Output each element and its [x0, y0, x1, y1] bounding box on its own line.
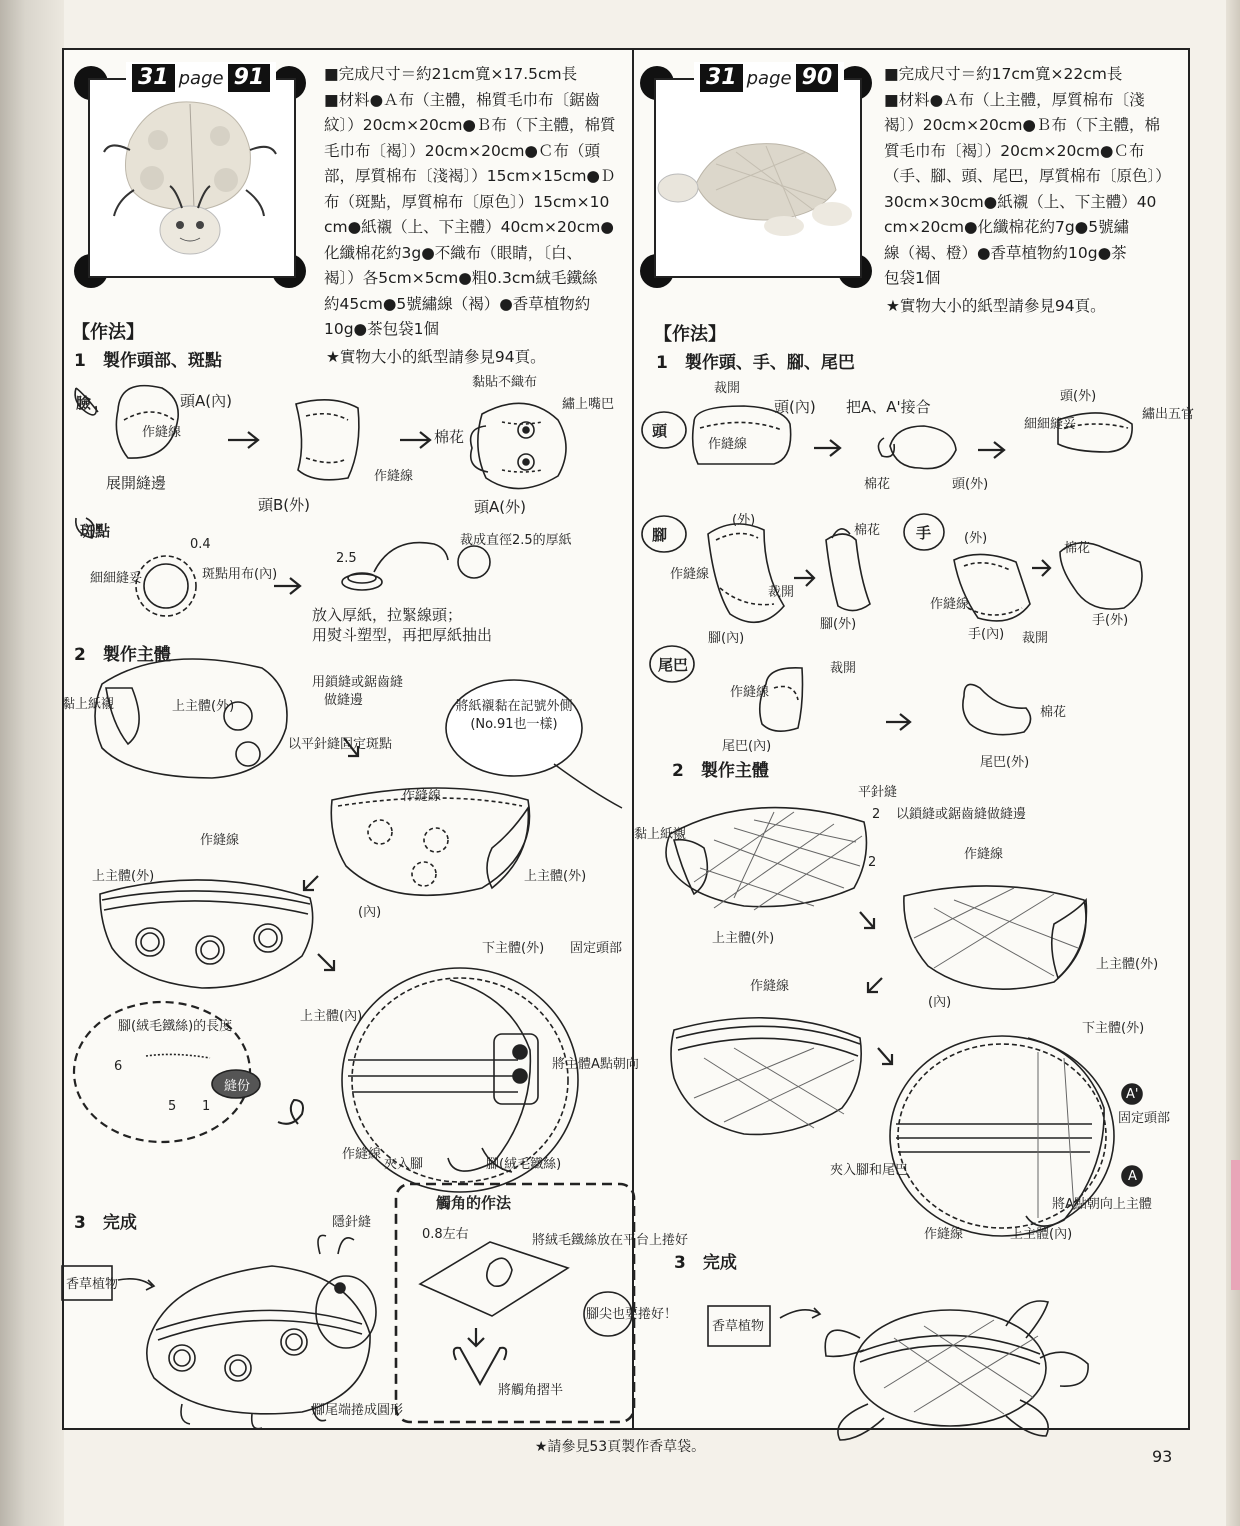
diagram-label: 上主體(外) — [172, 699, 235, 714]
diagram-label: 將A點朝向上主體 — [1052, 1197, 1152, 1212]
step-3-title: 3 完成 — [74, 1213, 137, 1233]
diagram-label: (內) — [928, 995, 952, 1010]
diagram-label: 裁開 — [830, 661, 857, 676]
diagram-label: 黏上紙襯 — [62, 697, 115, 712]
diagram-label: 腳(絨毛鐵絲)的長度 — [118, 1019, 233, 1034]
diagram-label: 作縫線 — [964, 847, 1004, 862]
diagram-label: 以平針縫固定斑點 — [288, 737, 393, 752]
diagram-label: 用熨斗塑型，再把厚紙抽出 — [312, 626, 493, 644]
diagram-label: 下主體(外) — [482, 941, 545, 956]
diagram-label: 5 — [168, 1099, 177, 1114]
diagram-label: 作縫線 — [374, 469, 414, 484]
spec-line: 毛巾布〔褐〕）20cm×20cm●Ｃ布（頭 — [324, 141, 600, 160]
head-tag: 頭 — [652, 422, 668, 440]
diagram-label: 作縫線 — [750, 979, 790, 994]
diagram-label: 腳(外) — [820, 617, 857, 632]
speech-bubble — [446, 680, 622, 808]
diagram-label: 頭A(內) — [180, 392, 232, 410]
diagram-label: 裁開 — [714, 381, 741, 396]
diagram-label: 1 — [202, 1099, 211, 1114]
diagram-label: 以鎖縫或鋸齒縫做縫邊 — [896, 807, 1027, 822]
diagram-label: 夾入腳 — [384, 1157, 424, 1172]
diagram-label: 夾入腳和尾巴 — [830, 1163, 909, 1178]
antenna-box-title: 觸角的作法 — [436, 1194, 512, 1212]
diagram-label: 放入厚紙，拉緊線頭； — [312, 606, 463, 624]
page-edge — [1226, 0, 1240, 1526]
diagram-label: 棉花 — [864, 477, 891, 492]
spec-line: ■材料●Ａ布（主體，棉質毛巾布〔鋸齒 — [324, 90, 601, 109]
step-3-title: 3 完成 — [674, 1253, 737, 1273]
turtle-instructions — [634, 48, 1195, 1426]
page-number: 93 — [1152, 1447, 1173, 1466]
diagram-label: 作縫線 — [670, 567, 710, 582]
footer-note: ★請參見53頁製作香草袋。 — [534, 1439, 706, 1455]
diagram-label: (外) — [732, 513, 756, 528]
diagram-label: 頭(內) — [774, 398, 816, 416]
diagram-label: 手(外) — [1092, 613, 1129, 628]
diagram-label: 上主體(外) — [712, 931, 775, 946]
diagram-label: A' — [1126, 1087, 1139, 1102]
spec-line: ■完成尺寸＝約21cm寬×17.5cm長 — [324, 65, 578, 83]
diagram-label: 將主體A點朝向 — [552, 1057, 639, 1072]
leg-tag: 腳 — [652, 526, 668, 544]
spec-line: ■材料●Ａ布（上主體，厚質棉布〔淺 — [884, 90, 1145, 109]
diagram-label: 作縫線 — [342, 1147, 382, 1162]
diagram-label: 棉花 — [854, 523, 881, 538]
diagram-label: 裁成直徑2.5的厚紙 — [460, 533, 572, 548]
pattern-note: ★實物大小的紙型請參見94頁。 — [886, 296, 1106, 315]
diagram-label: 細細縫妥 — [90, 571, 143, 586]
spec-line: 質毛巾布〔褐〕）20cm×20cm●Ｃ布 — [884, 141, 1145, 160]
diagram-label: 6 — [114, 1059, 123, 1074]
diagram-label: 縫份 — [224, 1079, 251, 1094]
diagram-label: 裁開 — [1022, 631, 1049, 646]
badge-number: 90 — [796, 64, 839, 92]
method-heading: 【作法】 — [72, 322, 144, 343]
pattern-note: ★實物大小的紙型請參見94頁。 — [326, 347, 546, 366]
diagram-label: 斑點用布(內) — [202, 567, 278, 582]
spec-line: cm×20cm●化纖棉花約7g●5號繡 — [884, 218, 1130, 236]
diagram-label: 0.8左右 — [422, 1227, 469, 1242]
spec-line: cm●紙襯（上、下主體）40cm×20cm● — [324, 218, 614, 236]
diagram-label: 尾巴(內) — [722, 739, 772, 754]
badge-number: 31 — [700, 64, 743, 92]
method-heading: 【作法】 — [654, 324, 726, 345]
diagram-label: 上主體(外) — [1096, 957, 1159, 972]
diagram-label: 上主體(外) — [524, 869, 587, 884]
diagram-label: 固定頭部 — [1118, 1111, 1171, 1126]
spec-line: 部，厚質棉布〔淺褐〕）15cm×15cm●Ｄ — [324, 167, 616, 185]
diagram-label: 棉花 — [1064, 541, 1091, 556]
diagram-label: 將絨毛鐵絲放在平台上捲好 — [532, 1233, 689, 1248]
diagram-label: (外) — [964, 531, 988, 546]
diagram-label: 作縫線 — [142, 425, 182, 440]
diagram-label: 作縫線 — [924, 1227, 964, 1242]
diagram-label: 作縫線 — [402, 789, 442, 804]
tail-tag: 尾巴 — [658, 656, 689, 674]
diagram-label: 香草植物 — [712, 1319, 765, 1334]
diagram-label: 腳(絨毛鐵絲) — [486, 1157, 562, 1172]
turtle-diagrams — [634, 48, 1195, 1426]
diagram-label: 作縫線 — [708, 437, 748, 452]
book-spine-shadow — [0, 0, 64, 1526]
diagram-label: 隱針縫 — [332, 1215, 372, 1230]
spec-line: 線（褐、橙）●香草植物約10g●茶 — [884, 243, 1127, 262]
spec-line: 紋〕）20cm×20cm●Ｂ布（下主體，棉質 — [324, 116, 616, 134]
diagram-label: 將觸角摺半 — [498, 1383, 564, 1398]
diagram-label: 作縫線 — [730, 685, 770, 700]
diagram-label: 腳尖也要捲好！ — [586, 1307, 678, 1322]
diagram-label: A — [1128, 1169, 1137, 1184]
diagram-label: 香草植物 — [66, 1277, 119, 1292]
spots-tag: 斑點 — [80, 522, 111, 540]
diagram-label: 下主體(外) — [1082, 1021, 1145, 1036]
diagram-label: 繡出五官 — [1142, 407, 1195, 422]
diagram-label: 上主體(內) — [1010, 1227, 1073, 1242]
badge-word: page — [746, 67, 792, 89]
step-1-title: 1 製作頭、手、腳、尾巴 — [656, 353, 855, 373]
color-index-tab — [1231, 1160, 1240, 1290]
diagram-label: 作縫線 — [200, 833, 240, 848]
diagram-label: 2.5 — [336, 551, 357, 566]
diagram-label: 尾巴(外) — [980, 755, 1030, 770]
diagram-label: 固定頭部 — [570, 941, 623, 956]
diagram-label: 裁開 — [768, 585, 795, 600]
diagram-label: 頭(外) — [1060, 389, 1097, 404]
diagram-label: 上主體(內) — [300, 1009, 363, 1024]
badge-number: 31 — [132, 64, 175, 92]
diagram-label: 棉花 — [1040, 705, 1067, 720]
diagram-label: 上主體(外) — [92, 869, 155, 884]
diagram-label: 把A、A'接合 — [846, 398, 931, 416]
spec-line: 30cm×30cm●紙襯（上、下主體）40 — [884, 192, 1157, 211]
diagram-label: 平針縫 — [858, 785, 898, 800]
diagram-label: 作縫線 — [930, 597, 970, 612]
diagram-label: 腳(內) — [708, 631, 745, 646]
spec-line: 包袋1個 — [884, 269, 941, 287]
diagram-label: (內) — [358, 905, 382, 920]
diagram-label: 2 — [868, 855, 877, 870]
diagram-label: 腳尾端捲成圓形 — [312, 1403, 404, 1418]
diagram-label: 細細縫妥 — [1024, 417, 1077, 432]
step-1-title: 1 製作頭部、斑點 — [74, 351, 222, 371]
face-tag: 臉 — [76, 394, 92, 412]
step-2-title: 2 製作主體 — [672, 761, 769, 781]
spec-line: 褐〕）20cm×20cm●Ｂ布（下主體，棉 — [884, 116, 1160, 134]
hand-tag: 手 — [916, 524, 932, 542]
spec-line: ■完成尺寸＝約17cm寬×22cm長 — [884, 65, 1123, 83]
diagram-label: 手(內) — [968, 627, 1005, 642]
diagram-label: 用鎖縫或鋸齒縫 — [312, 675, 404, 690]
spec-line: 約45cm●5號繡線（褐）●香草植物約 — [324, 294, 591, 313]
badge-word: page — [178, 67, 224, 89]
spec-line: 化纖棉花約3g●不織布（眼睛，〔白、 — [324, 243, 582, 262]
spec-line: 10g●茶包袋1個 — [324, 320, 439, 338]
spec-line: 褐〕）各5cm×5cm●粗0.3cm絨毛鐵絲 — [324, 269, 598, 287]
step-2-title: 2 製作主體 — [74, 645, 171, 665]
badge-number: 91 — [228, 64, 271, 92]
diagram-label: 2 — [872, 807, 881, 822]
spec-line: （手、腳、頭、尾巴，厚質棉布〔原色〕） — [884, 167, 1171, 185]
diagram-label: 展開縫邊 — [106, 474, 167, 492]
diagram-label: 頭B(外) — [258, 496, 310, 514]
diagram-label: 棉花 — [434, 428, 465, 446]
diagram-label: 黏貼不織布 — [472, 375, 538, 390]
diagram-label: 頭(外) — [952, 477, 989, 492]
diagram-label: 頭A(外) — [474, 498, 526, 516]
diagram-label: 0.4 — [190, 537, 211, 552]
diagram-label: 黏上紙襯 — [634, 827, 687, 842]
spec-line: 布（斑點，厚質棉布〔原色〕）15cm×10 — [324, 192, 610, 211]
bubble-text: 將紙襯黏在記號外側(No.91也一樣) — [455, 699, 573, 732]
diagram-label: 做縫邊 — [324, 693, 364, 708]
diagram-label: 繡上嘴巴 — [562, 397, 615, 412]
